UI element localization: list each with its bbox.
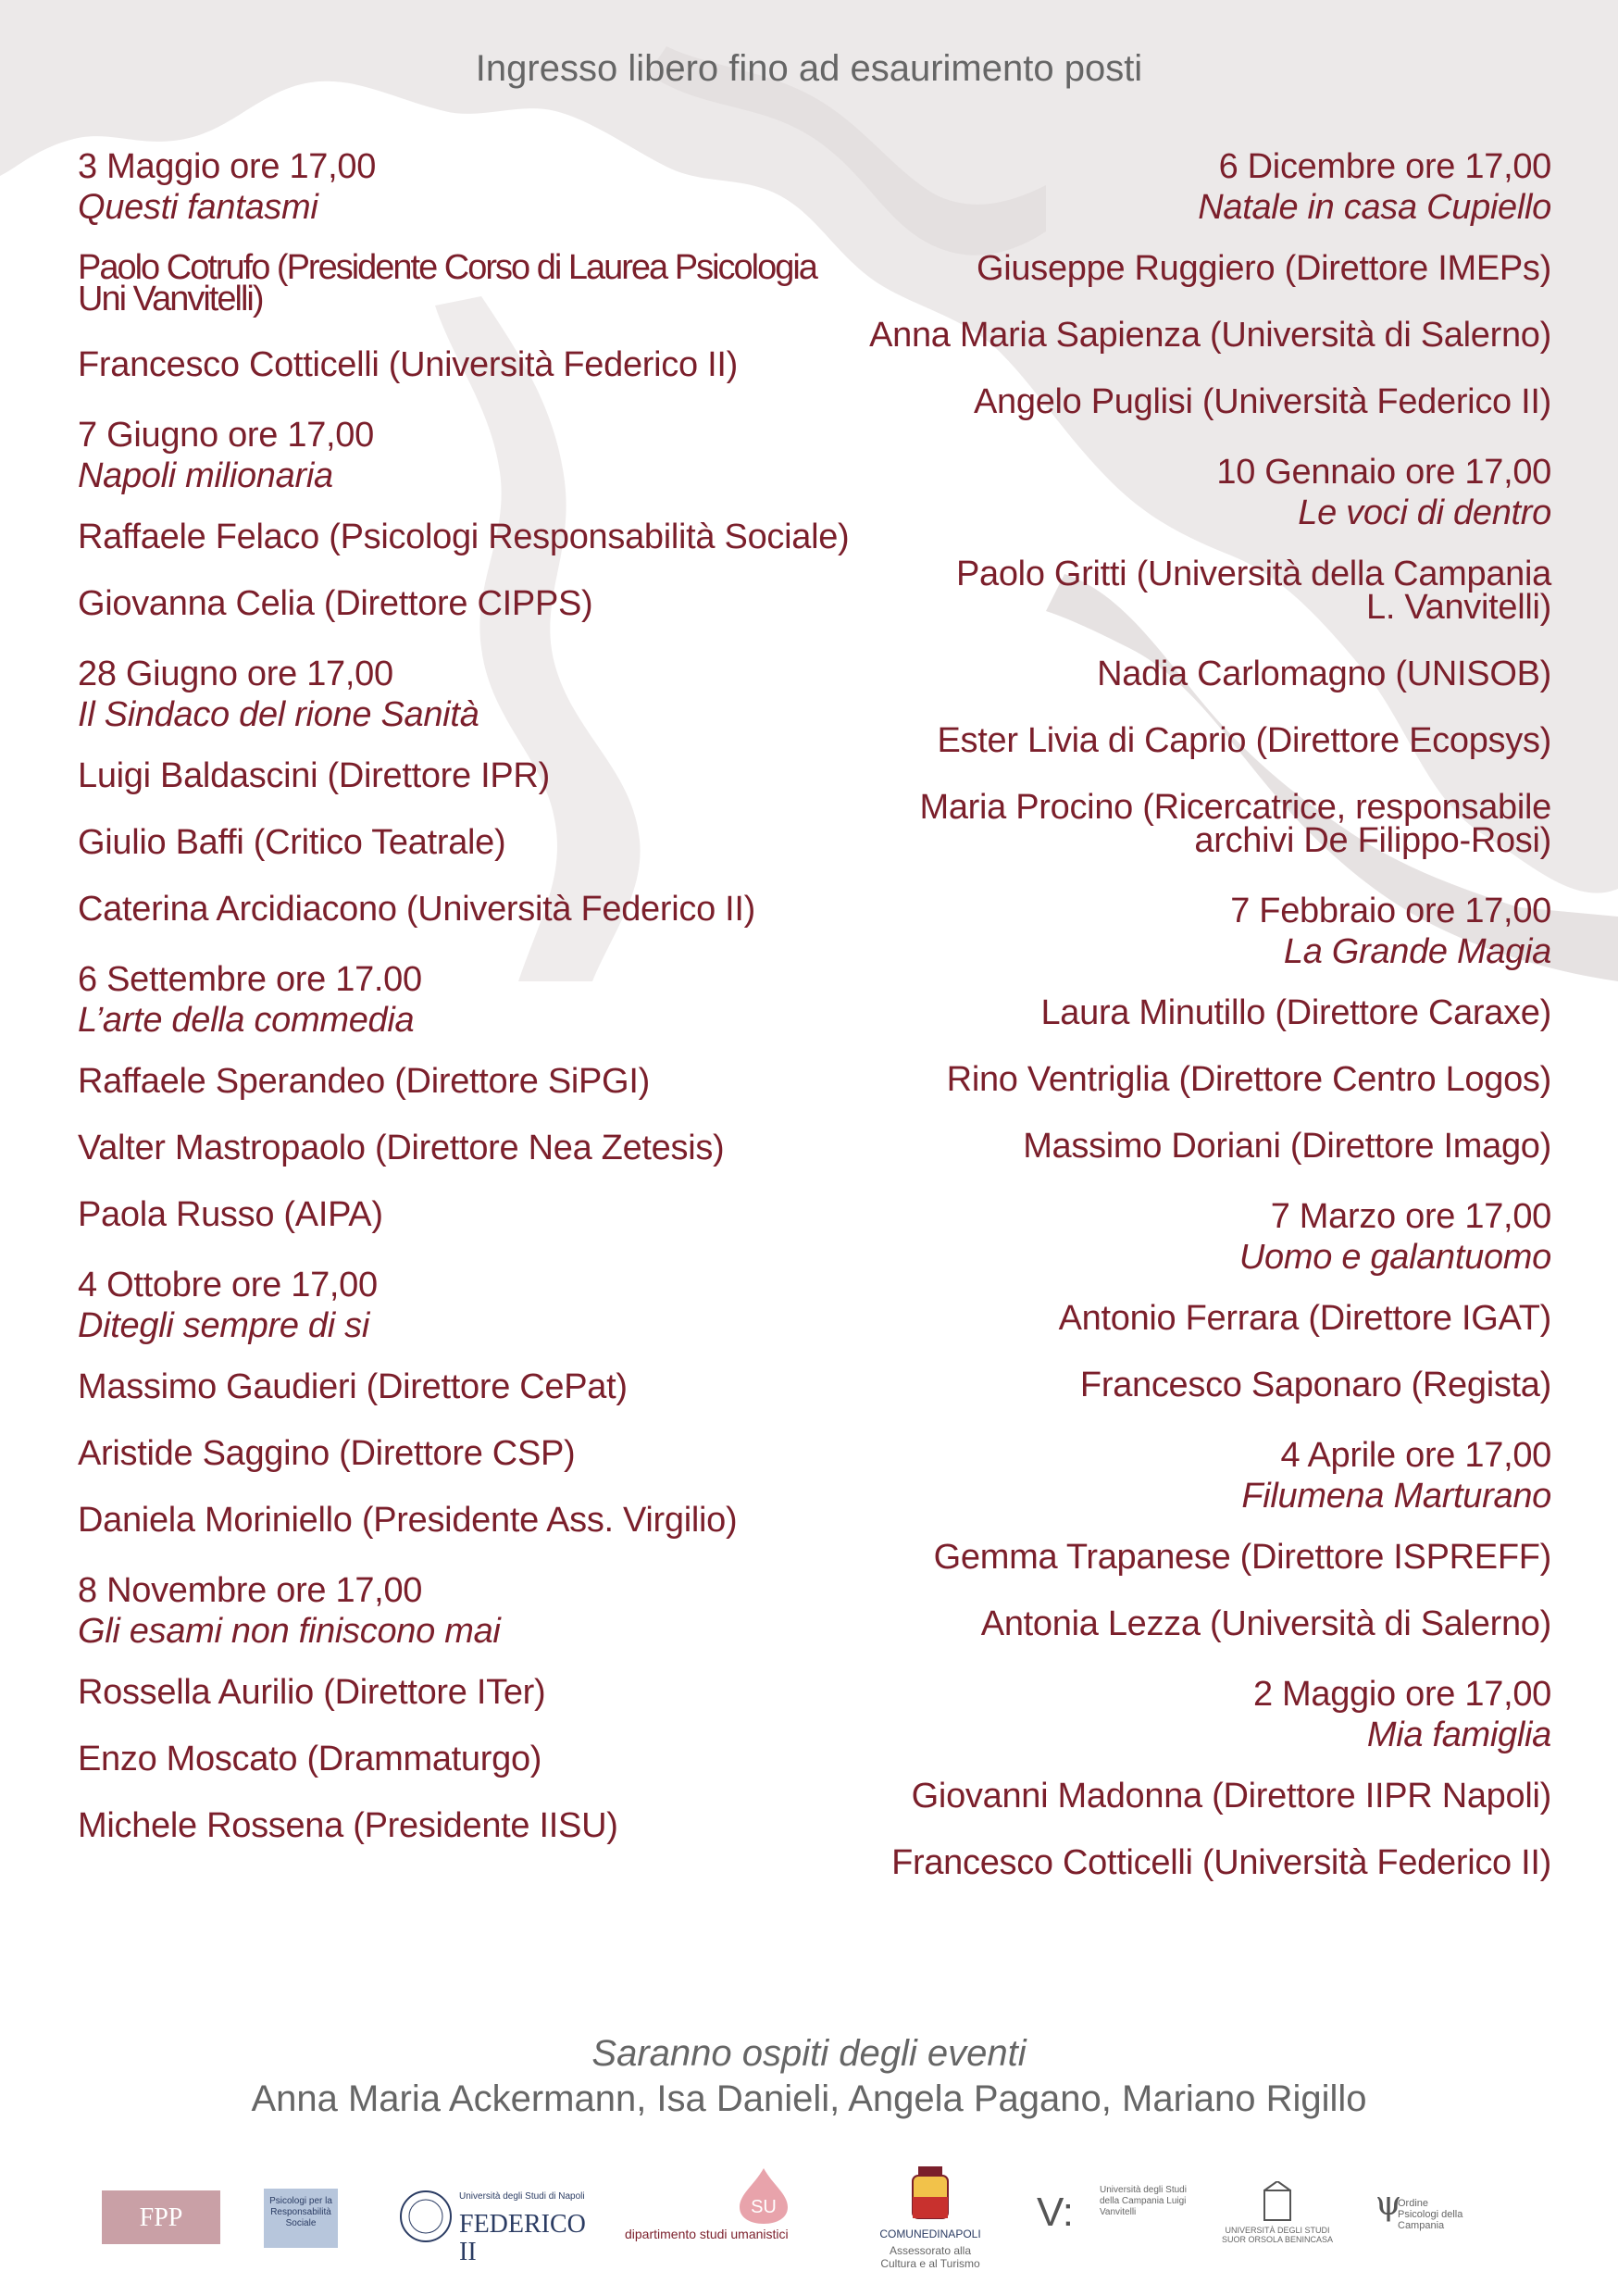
speaker: Antonio Ferrara (Direttore IGAT)	[1058, 1299, 1551, 1338]
vanvitelli-v-icon	[1037, 2189, 1092, 2235]
event-7-giugno	[78, 415, 874, 623]
svg-text:ψ: ψ	[1375, 2185, 1402, 2222]
speaker: Giuseppe Ruggiero (Direttore IMEPs)	[977, 249, 1551, 288]
event-date: 8 Novembre ore 17,00	[78, 1571, 423, 1610]
speaker: Antonia Lezza (Università di Salerno)	[980, 1604, 1551, 1643]
speaker: Rossella Aurilio (Direttore ITer)	[78, 1673, 546, 1712]
vanvitelli-logo	[1037, 2185, 1203, 2240]
event-7-marzo	[755, 1196, 1551, 1402]
event-title: Filumena Marturano	[1241, 1477, 1551, 1516]
event-10-gennaio	[755, 452, 1551, 860]
speaker: Francesco Saponaro (Regista)	[1079, 1366, 1551, 1404]
speaker: Paolo Gritti (Università della Campania L. Vanvitelli)	[955, 555, 1551, 627]
federico-ii-logo	[398, 2187, 592, 2266]
event-2-maggio	[755, 1674, 1551, 1882]
event-date: 6 Settembre ore 17.00	[78, 960, 422, 999]
sponsor-logos	[93, 2166, 1574, 2277]
right-column-schedule	[755, 146, 1551, 1913]
fpp-mark-icon	[102, 2190, 220, 2244]
suor-orsola-logo-text: UNIVERSITÀ DEGLI STUDI SUOR ORSOLA BENINCASA	[1221, 2226, 1334, 2244]
event-4-aprile	[755, 1435, 1551, 1641]
event-title: Napoli milionaria	[78, 456, 333, 495]
event-4-ottobre	[78, 1265, 874, 1540]
svg-text:FPP: FPP	[139, 2203, 183, 2232]
event-title: Natale in casa Cupiello	[1198, 188, 1551, 227]
event-date: 4 Ottobre ore 17,00	[78, 1266, 378, 1304]
svg-text:V:: V:	[1037, 2190, 1074, 2235]
speaker: Daniela Moriniello (Presidente Ass. Virgilio)	[78, 1501, 738, 1540]
comune-crest-icon	[907, 2166, 953, 2222]
admission-note: Ingresso libero fino ad esaurimento posti	[475, 48, 1143, 89]
event-date: 4 Aprile ore 17,00	[1280, 1436, 1551, 1475]
speaker: Caterina Arcidiacono (Università Federico II)	[78, 890, 756, 929]
event-7-febbraio	[755, 891, 1551, 1166]
event-title: Mia famiglia	[1366, 1716, 1551, 1754]
speaker: Giulio Baffi (Critico Teatrale)	[78, 823, 506, 862]
speaker: Gemma Trapanese (Direttore ISPREFF)	[933, 1538, 1551, 1577]
speaker: Ester Livia di Caprio (Direttore Ecopsys)	[937, 721, 1551, 760]
event-title: La Grande Magia	[1283, 932, 1551, 971]
event-title: Le voci di dentro	[1298, 493, 1551, 532]
event-3-maggio	[78, 146, 874, 384]
event-8-novembre	[78, 1570, 874, 1845]
svg-text:SU: SU	[751, 2197, 777, 2217]
speaker: Anna Maria Sapienza (Università di Salerno)	[869, 316, 1551, 355]
comune-napoli-logo	[852, 2166, 1009, 2287]
speaker: Paola Russo (AIPA)	[78, 1195, 383, 1234]
speaker: Laura Minutillo (Direttore Caraxe)	[1040, 993, 1551, 1032]
event-date: 10 Gennaio ore 17,00	[1216, 453, 1551, 492]
suor-orsola-logo	[1213, 2181, 1342, 2255]
speaker: Massimo Doriani (Direttore Imago)	[1023, 1127, 1551, 1166]
event-date: 2 Maggio ore 17,00	[1252, 1675, 1551, 1714]
federico-name-text: FEDERICO II	[459, 2210, 586, 2266]
psicologi-logo-text: Psicologi per la Responsabilità Sociale	[269, 2196, 332, 2228]
event-title: Gli esami non finiscono mai	[78, 1612, 501, 1651]
comune-sub-text: Assessorato alla Cultura e al Turismo	[880, 2244, 980, 2270]
speaker: Raffaele Felaco (Psicologi Responsabilità Sociale)	[78, 518, 850, 556]
event-date: 28 Giugno ore 17,00	[78, 655, 393, 693]
fpp-logo	[102, 2190, 220, 2244]
speaker: Francesco Cotticelli (Università Federico II)	[891, 1843, 1551, 1882]
psicologi-responsabilita-logo	[264, 2189, 338, 2248]
guests-section	[0, 2032, 1618, 2123]
speaker: Maria Procino (Ricercatrice, responsabile archivi De Filippo-Rosi)	[919, 788, 1551, 860]
speaker: Rino Ventriglia (Direttore Centro Logos)	[946, 1060, 1551, 1099]
event-title: Il Sindaco del rione Sanità	[78, 695, 479, 734]
speaker: Paolo Cotrufo (Presidente Corso di Laurea Psicologia Uni Vanvitelli)	[78, 248, 816, 318]
vanvitelli-logo-text: Università degli Studi della Campania Luigi Vanvitelli	[1100, 2185, 1187, 2217]
university-seal-icon	[398, 2189, 454, 2244]
guests-title: Saranno ospiti degli eventi	[591, 2033, 1027, 2074]
event-title: Uomo e galantuomo	[1238, 1238, 1551, 1277]
speaker: Aristide Saggino (Direttore CSP)	[78, 1434, 576, 1473]
speaker: Raffaele Sperandeo (Direttore SiPGI)	[78, 1062, 650, 1101]
event-28-giugno	[78, 654, 874, 929]
speaker: Nadia Carlomagno (UNISOB)	[1097, 655, 1551, 693]
event-date: 7 Giugno ore 17,00	[78, 416, 374, 455]
event-title: L’arte della commedia	[78, 1001, 415, 1040]
federico-small-text: Università degli Studi di Napoli	[459, 2191, 585, 2202]
dsu-logo-text: dipartimento studi umanistici	[625, 2227, 789, 2241]
comune-logo-text: COMUNEDINAPOLI	[879, 2227, 981, 2240]
speaker: Giovanna Celia (Direttore CIPPS)	[78, 584, 593, 623]
event-6-dicembre	[755, 146, 1551, 421]
event-title: Questi fantasmi	[78, 188, 318, 227]
event-date: 7 Febbraio ore 17,00	[1230, 892, 1551, 930]
suor-orsola-crest-icon	[1259, 2181, 1296, 2224]
speaker: Luigi Baldascini (Direttore IPR)	[78, 756, 550, 795]
event-6-settembre	[78, 959, 874, 1234]
su-drop-icon	[736, 2166, 791, 2224]
speaker: Giovanni Madonna (Direttore IIPR Napoli)	[911, 1777, 1551, 1816]
left-column-schedule	[78, 146, 874, 1876]
event-date: 6 Dicembre ore 17,00	[1218, 147, 1551, 186]
ordine-logo-text: Ordine Psicologi della Campania	[1398, 2198, 1463, 2231]
speaker: Francesco Cotticelli (Università Federico II)	[78, 345, 738, 384]
event-date: 3 Maggio ore 17,00	[78, 147, 377, 186]
speaker: Valter Mastropaolo (Direttore Nea Zetesis)	[78, 1129, 725, 1167]
event-date: 7 Marzo ore 17,00	[1270, 1197, 1551, 1236]
speaker: Massimo Gaudieri (Direttore CePat)	[78, 1367, 628, 1406]
dsu-logo	[625, 2166, 810, 2250]
event-title: Ditegli sempre di si	[78, 1306, 369, 1345]
ordine-psicologi-logo	[1361, 2181, 1472, 2246]
speaker: Michele Rossena (Presidente IISU)	[78, 1806, 618, 1845]
speaker: Enzo Moscato (Drammaturgo)	[78, 1740, 542, 1778]
speaker: Angelo Puglisi (Università Federico II)	[973, 382, 1551, 421]
guests-names: Anna Maria Ackermann, Isa Danieli, Angela Pagano, Mariano Rigillo	[251, 2078, 1367, 2119]
